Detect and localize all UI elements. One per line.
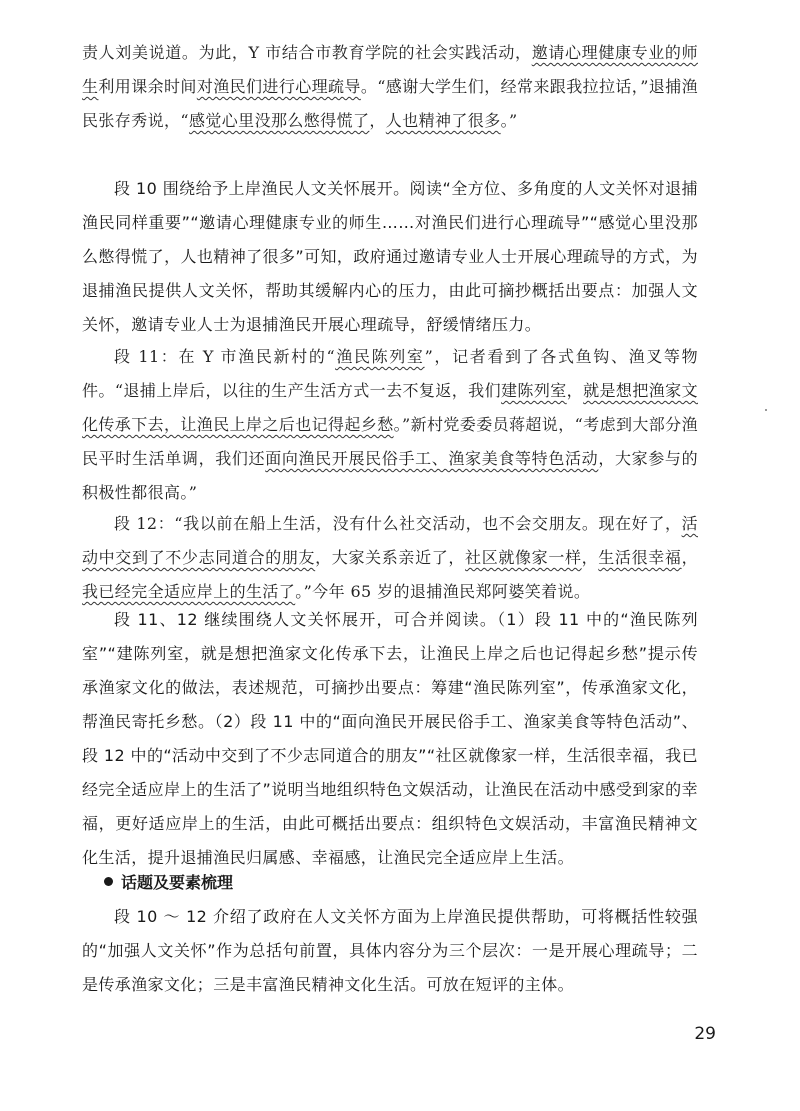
- underlined-phrase: 邀请心理健康专业的师生: [82, 43, 698, 96]
- section-heading: 话题及要素梳理: [104, 871, 233, 895]
- summary-paragraph: 段 10 ～ 12 介绍了政府在人文关怀方面为上岸渔民提供帮助，可将概括性较强的“加强人文关怀”作为总括句前置，具体内容分为三个层次：一是开展心理疏导；二是传承渔家文化；三是丰富渔民精神文化生活。可放在短评的主体。: [82, 907, 698, 994]
- paragraph-12: 段 12：“我以前在船上生活，没有什么社交活动，也不会交朋友。现在好了，活动中交到了不少志同道合的朋友，大家关系亲近了，社区就像家一样，生活很幸福，我已经完全适应岸上的生活了。”今年 65 岁的退捕渔民郑阿婆笑着说。: [82, 514, 698, 601]
- underlined-phrase: 对渔民们进行心理疏导: [196, 77, 361, 96]
- paragraph-11: 段 11：在 Y 市渔民新村的“渔民陈列室”，记者看到了各式鱼钩、渔叉等物件。“退捕上岸后，以往的生产生活方式一去不复返，我们建陈列室，就是想把渔家文化传承下去，让渔民上岸之后也记得起乡愁。”新村党委委员蒋超说，“考虑到大部分渔民平时生活单调，我们还面向渔民开展民俗手工、渔家美食等特色活动，大家参与的积极性都很高。”: [82, 347, 698, 502]
- underlined-phrase: 渔民陈列室: [335, 347, 425, 366]
- paragraph-1: 责人刘美说道。为此，Y 市结合市教育学院的社会实践活动，邀请心理健康专业的师生利用课余时间对渔民们进行心理疏导。“感谢大学生们，经常来跟我拉拉话，”退捕渔民张存秀说，“感觉心里没那么憋得慌了，人也精神了很多。”: [82, 43, 698, 130]
- underlined-phrase: 我已经完全适应岸上的生活了: [82, 582, 296, 601]
- analysis-paragraph-11-12: 段 11、12 继续围绕人文关怀展开，可合并阅读。（1）段 11 中的“渔民陈列室”“建陈列室，就是想把渔家文化传承下去，让渔民上岸之后也记得起乡愁”提示传承渔家文化的做法，表述规范，可摘抄出要点：筹建“渔民陈列室”，传承渔家文化，帮渔民寄托乡愁。（2）段 11 中的“面向渔民开展民俗手工、渔家美食等特色活动”、段 12 中的“活动中交到了不少志同道合的朋友”“社区就像家一样，生活很幸福，我已经完全适应岸上的生活了”说明当地组织特色文娱活动，让渔民在活动中感受到家的幸福，更好适应岸上的生活，由此可概括出要点：组织特色文娱活动，丰富渔民精神文化生活，提升退捕渔民归属感、幸福感，让渔民完全适应岸上生活。: [82, 610, 698, 867]
- scan-speck: [765, 409, 767, 411]
- underlined-phrase: 生活很幸福: [598, 548, 682, 567]
- underlined-phrase: 面向渔民开展民俗手工、渔家美食等特色活动: [265, 449, 599, 468]
- bullet-icon: [104, 877, 113, 886]
- underlined-phrase: 人也精神了很多: [385, 111, 501, 130]
- page-number: 29: [694, 1024, 716, 1044]
- underlined-phrase: 活动中交到了不少志同道合的朋友: [82, 514, 698, 567]
- underlined-phrase: 建陈列室: [501, 381, 567, 400]
- underlined-phrase: 就是想把渔家文化传承下去，让渔民上岸之后也记得起乡愁: [82, 381, 698, 434]
- underlined-phrase: 社区就像家一样: [465, 548, 582, 567]
- underlined-phrase: 感觉心里没那么憋得慌了: [188, 111, 370, 130]
- analysis-paragraph-10: 段 10 围绕给予上岸渔民人文关怀展开。阅读“全方位、多角度的人文关怀对退捕渔民同样重要”“邀请心理健康专业的师生……对渔民们进行心理疏导”“感觉心里没那么憋得慌了，人也精神了很多”可知，政府通过邀请专业人士开展心理疏导的方式，为退捕渔民提供人文关怀，帮助其缓解内心的压力，由此可摘抄概括出要点：加强人文关怀，邀请专业人士为退捕渔民开展心理疏导，舒缓情绪压力。: [82, 179, 698, 334]
